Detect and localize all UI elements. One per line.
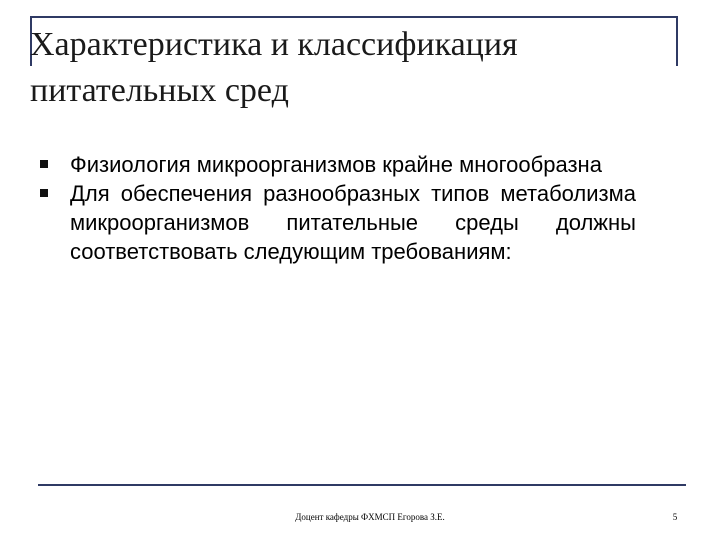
bullet-text: Для обеспечения разнообразных типов метаболизма микроорганизмов питательные среды должны соответствовать следующим требованиям: [70, 181, 636, 264]
bullet-text: Физиология микроорганизмов крайне многообразна [70, 152, 602, 177]
title-frame-top-border [30, 16, 678, 18]
bullet-item [36, 179, 636, 266]
square-bullet-icon [40, 160, 48, 168]
footer-author: Доцент кафедры ФХМСП Егорова З.Е. [295, 512, 445, 522]
square-bullet-icon [40, 189, 48, 197]
bullet-item [36, 150, 636, 179]
footer-divider [38, 484, 686, 486]
title-frame-right-border [676, 16, 678, 66]
slide-title: Характеристика и классификация питательных сред [30, 26, 518, 109]
page-number: 5 [672, 512, 678, 522]
bullet-list [36, 150, 636, 266]
